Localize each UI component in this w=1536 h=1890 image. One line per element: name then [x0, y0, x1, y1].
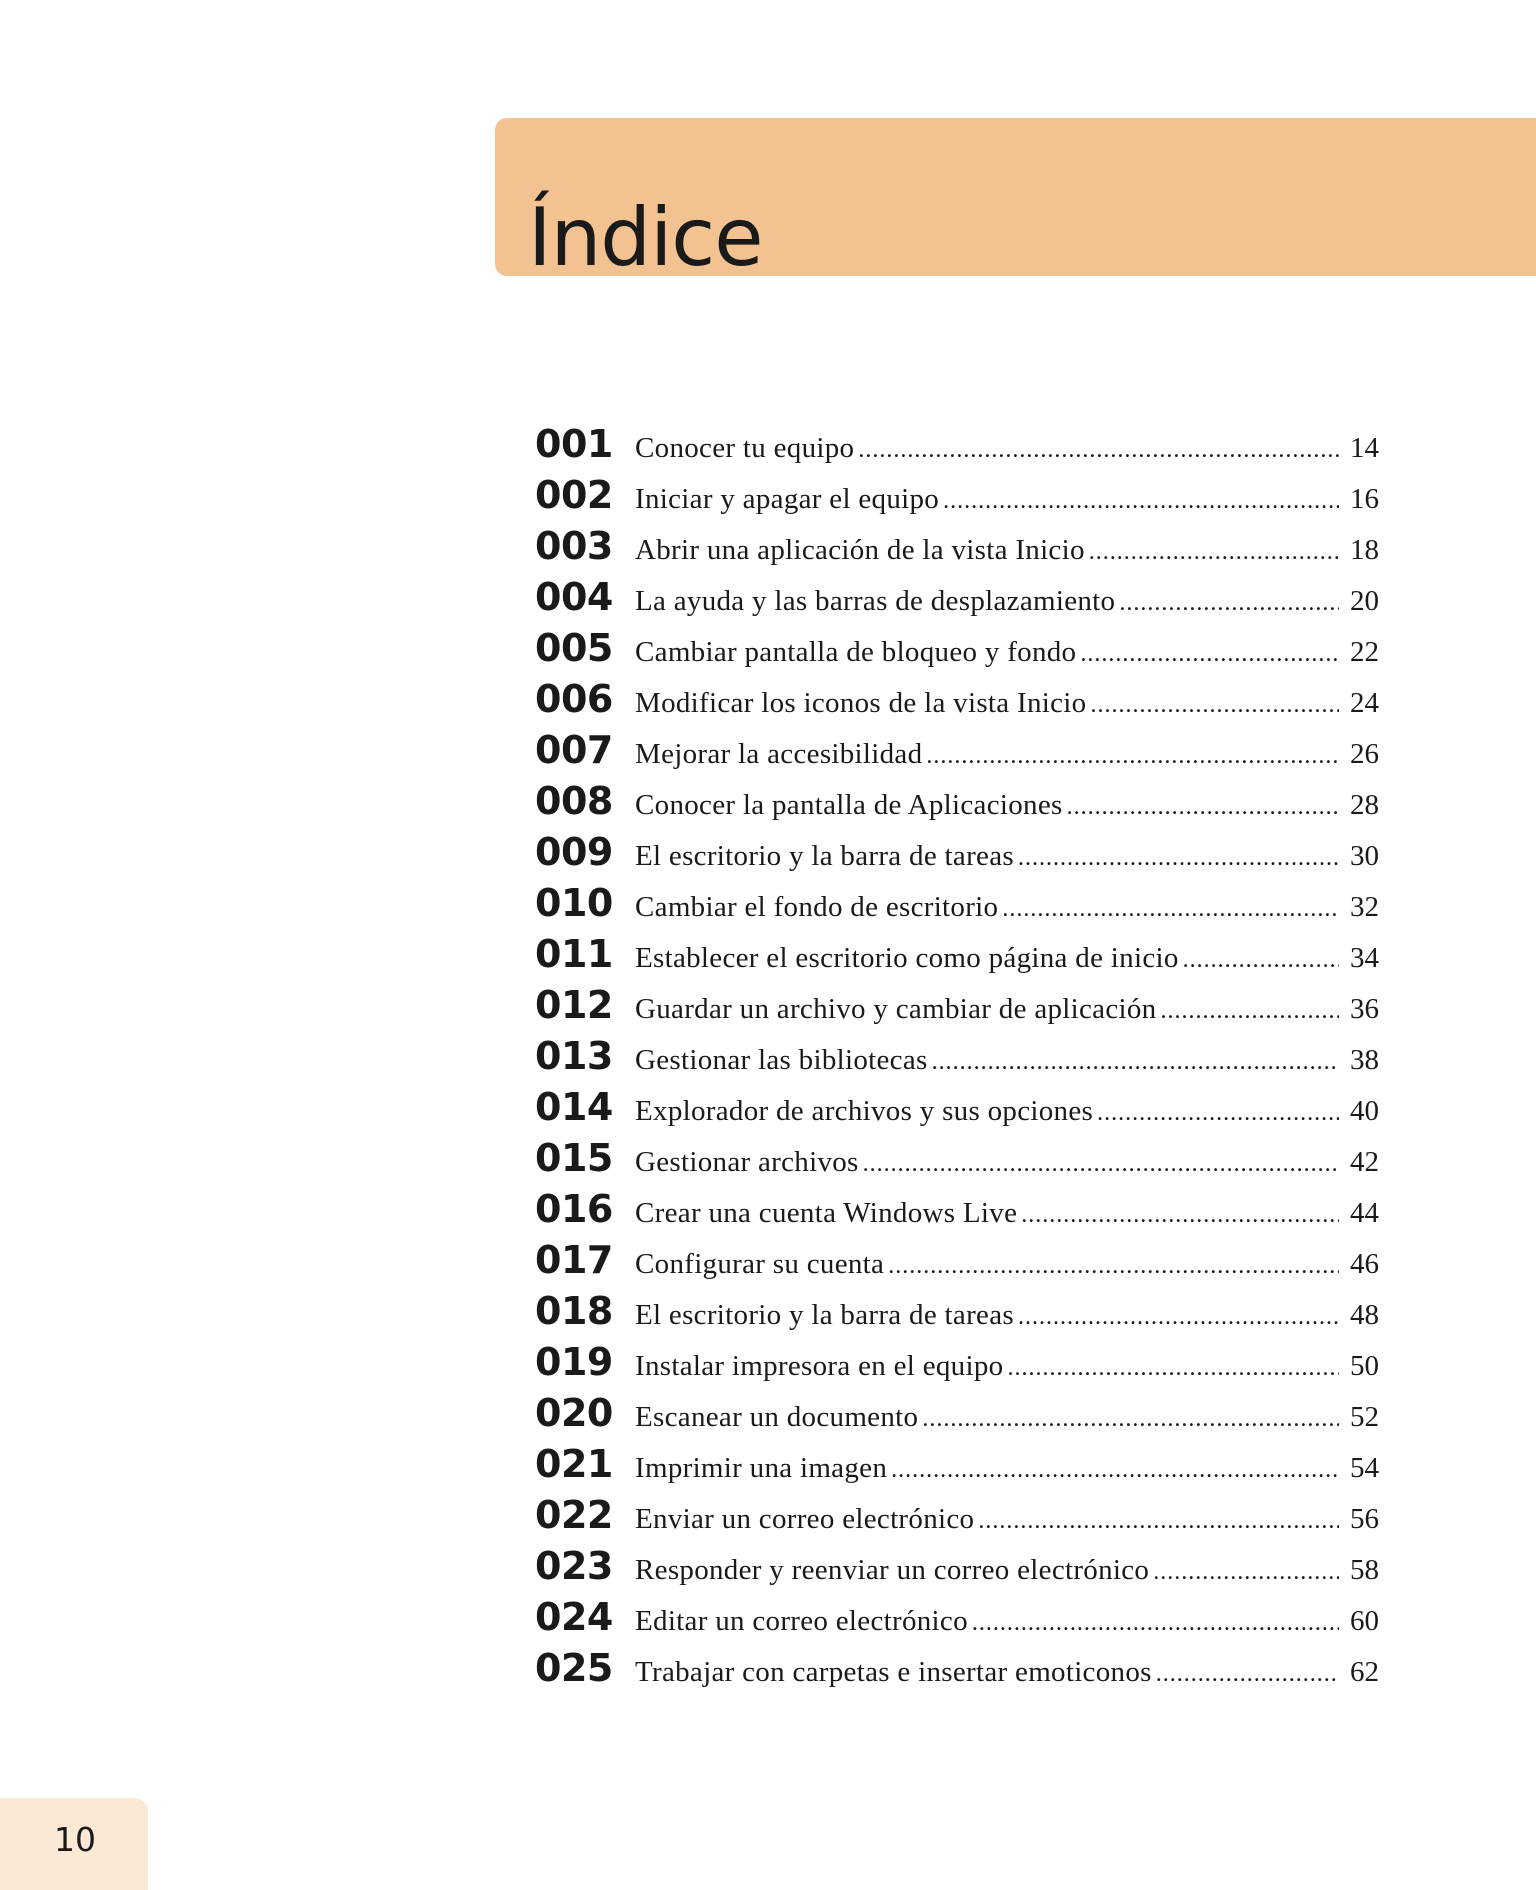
toc-entry[interactable]	[535, 1439, 1379, 1490]
toc-entry-number: 020	[535, 1391, 613, 1435]
toc-entry-number: 019	[535, 1340, 613, 1384]
toc-entry-title: Cambiar el fondo de escritorio	[635, 891, 999, 923]
toc-entry-number: 018	[535, 1289, 613, 1333]
toc-entry-number: 024	[535, 1595, 613, 1639]
toc-entry-page: 30	[1350, 840, 1379, 872]
toc-entry-page: 34	[1350, 942, 1379, 974]
toc-entry-title: Iniciar y apagar el equipo	[635, 483, 940, 515]
toc-entry-title: Responder y reenviar un correo electrónico	[635, 1554, 1150, 1586]
toc-entry[interactable]	[535, 1286, 1379, 1337]
toc-entry-page: 26	[1350, 738, 1379, 770]
toc-dot-leader	[863, 1139, 1339, 1190]
toc-entry-number: 014	[535, 1085, 613, 1129]
toc-entry-number: 004	[535, 575, 613, 619]
toc-entry-page: 16	[1350, 483, 1379, 515]
toc-entry-number: 012	[535, 983, 613, 1027]
toc-entry-page: 42	[1350, 1146, 1379, 1178]
toc-entry-title: Imprimir una imagen	[635, 1452, 888, 1484]
toc-entry-number: 017	[535, 1238, 613, 1282]
toc-entry[interactable]	[535, 1592, 1379, 1643]
toc-entry-page: 54	[1350, 1452, 1379, 1484]
toc-entry-page: 38	[1350, 1044, 1379, 1076]
toc-entry-title: Gestionar archivos	[635, 1146, 859, 1178]
toc-dot-leader	[1097, 1088, 1339, 1139]
toc-entry[interactable]	[535, 827, 1379, 878]
toc-entry-page: 48	[1350, 1299, 1379, 1331]
toc-entry[interactable]	[535, 725, 1379, 776]
toc-entry[interactable]	[535, 470, 1379, 521]
toc-dot-leader	[1156, 1649, 1339, 1700]
toc-entry[interactable]	[535, 521, 1379, 572]
toc-dot-leader	[1153, 1547, 1339, 1598]
toc-dot-leader	[978, 1496, 1339, 1547]
toc-dot-leader	[1021, 1190, 1339, 1241]
toc-entry-page: 18	[1350, 534, 1379, 566]
toc-entry[interactable]	[535, 1133, 1379, 1184]
toc-entry-title: Establecer el escritorio como página de inicio	[635, 942, 1179, 974]
toc-entry-number: 007	[535, 728, 613, 772]
toc-entry[interactable]	[535, 623, 1379, 674]
toc-entry-number: 025	[535, 1646, 613, 1690]
toc-dot-leader	[932, 1037, 1339, 1088]
toc-dot-leader	[922, 1394, 1339, 1445]
toc-dot-leader	[1090, 680, 1339, 731]
toc-dot-leader	[1067, 782, 1339, 833]
toc-entry[interactable]	[535, 1541, 1379, 1592]
toc-entry-page: 24	[1350, 687, 1379, 719]
toc-entry[interactable]	[535, 1490, 1379, 1541]
toc-entry[interactable]	[535, 1184, 1379, 1235]
toc-entry[interactable]	[535, 1235, 1379, 1286]
toc-dot-leader	[1119, 578, 1339, 629]
toc-entry-title: El escritorio y la barra de tareas	[635, 1299, 1014, 1331]
toc-entry-title: Explorador de archivos y sus opciones	[635, 1095, 1094, 1127]
toc-entry[interactable]	[535, 1082, 1379, 1133]
toc-entry-title: La ayuda y las barras de desplazamiento	[635, 585, 1116, 617]
toc-entry-title: Editar un correo electrónico	[635, 1605, 968, 1637]
toc-dot-leader	[1002, 884, 1339, 935]
toc-entry-number: 010	[535, 881, 613, 925]
toc-entry[interactable]	[535, 776, 1379, 827]
toc-entry-page: 32	[1350, 891, 1379, 923]
toc-dot-leader	[888, 1241, 1339, 1292]
toc-entry[interactable]	[535, 1388, 1379, 1439]
toc-entry-title: Enviar un correo electrónico	[635, 1503, 975, 1535]
toc-entry[interactable]	[535, 929, 1379, 980]
toc-entry-number: 022	[535, 1493, 613, 1537]
toc-entry-title: Abrir una aplicación de la vista Inicio	[635, 534, 1085, 566]
toc-entry-number: 013	[535, 1034, 613, 1078]
toc-entry-page: 58	[1350, 1554, 1379, 1586]
toc-entry-number: 023	[535, 1544, 613, 1588]
toc-entry[interactable]	[535, 1643, 1379, 1694]
toc-entry-page: 20	[1350, 585, 1379, 617]
toc-entry-number: 006	[535, 677, 613, 721]
page-number: 10	[54, 1820, 96, 1859]
toc-dot-leader	[1183, 935, 1339, 986]
toc-entry-number: 021	[535, 1442, 613, 1486]
toc-dot-leader	[1160, 986, 1339, 1037]
toc-dot-leader	[972, 1598, 1339, 1649]
toc-entry-number: 002	[535, 473, 613, 517]
toc-entry-number: 005	[535, 626, 613, 670]
toc-entry-title: Mejorar la accesibilidad	[635, 738, 923, 770]
toc-entry-title: Cambiar pantalla de bloqueo y fondo	[635, 636, 1077, 668]
toc-dot-leader	[1089, 527, 1339, 578]
toc-dot-leader	[943, 476, 1339, 527]
toc-dot-leader	[891, 1445, 1339, 1496]
toc-entry-number: 011	[535, 932, 613, 976]
toc-dot-leader	[926, 731, 1339, 782]
table-of-contents	[535, 419, 1379, 1694]
toc-entry-title: El escritorio y la barra de tareas	[635, 840, 1014, 872]
toc-entry-title: Configurar su cuenta	[635, 1248, 885, 1280]
toc-entry[interactable]	[535, 674, 1379, 725]
toc-dot-leader	[1018, 1292, 1339, 1343]
toc-entry[interactable]	[535, 419, 1379, 470]
toc-entry-title: Guardar un archivo y cambiar de aplicación	[635, 993, 1157, 1025]
toc-entry-number: 008	[535, 779, 613, 823]
toc-entry-title: Conocer la pantalla de Aplicaciones	[635, 789, 1063, 821]
toc-entry-number: 015	[535, 1136, 613, 1180]
toc-dot-leader	[1080, 629, 1339, 680]
toc-entry[interactable]	[535, 878, 1379, 929]
toc-entry-title: Modificar los iconos de la vista Inicio	[635, 687, 1087, 719]
toc-entry[interactable]	[535, 572, 1379, 623]
toc-entry-page: 62	[1350, 1656, 1379, 1688]
toc-entry-page: 14	[1350, 432, 1379, 464]
toc-entry[interactable]	[535, 1337, 1379, 1388]
toc-entry[interactable]	[535, 980, 1379, 1031]
toc-dot-leader	[1007, 1343, 1339, 1394]
toc-entry-title: Escanear un documento	[635, 1401, 919, 1433]
toc-entry-title: Gestionar las bibliotecas	[635, 1044, 928, 1076]
toc-entry[interactable]	[535, 1031, 1379, 1082]
toc-entry-number: 016	[535, 1187, 613, 1231]
toc-entry-page: 46	[1350, 1248, 1379, 1280]
toc-dot-leader	[1018, 833, 1339, 884]
toc-entry-page: 60	[1350, 1605, 1379, 1637]
toc-entry-page: 36	[1350, 993, 1379, 1025]
toc-entry-number: 003	[535, 524, 613, 568]
toc-entry-page: 50	[1350, 1350, 1379, 1382]
toc-entry-title: Crear una cuenta Windows Live	[635, 1197, 1018, 1229]
toc-dot-leader	[858, 425, 1339, 476]
toc-entry-page: 56	[1350, 1503, 1379, 1535]
toc-entry-title: Conocer tu equipo	[635, 432, 855, 464]
toc-entry-page: 28	[1350, 789, 1379, 821]
toc-entry-number: 001	[535, 422, 613, 466]
toc-entry-page: 52	[1350, 1401, 1379, 1433]
toc-entry-page: 22	[1350, 636, 1379, 668]
toc-entry-page: 44	[1350, 1197, 1379, 1229]
toc-entry-title: Instalar impresora en el equipo	[635, 1350, 1004, 1382]
toc-entry-number: 009	[535, 830, 613, 874]
toc-entry-page: 40	[1350, 1095, 1379, 1127]
page-title: Índice	[528, 191, 763, 284]
toc-entry-title: Trabajar con carpetas e insertar emoticonos	[635, 1656, 1152, 1688]
